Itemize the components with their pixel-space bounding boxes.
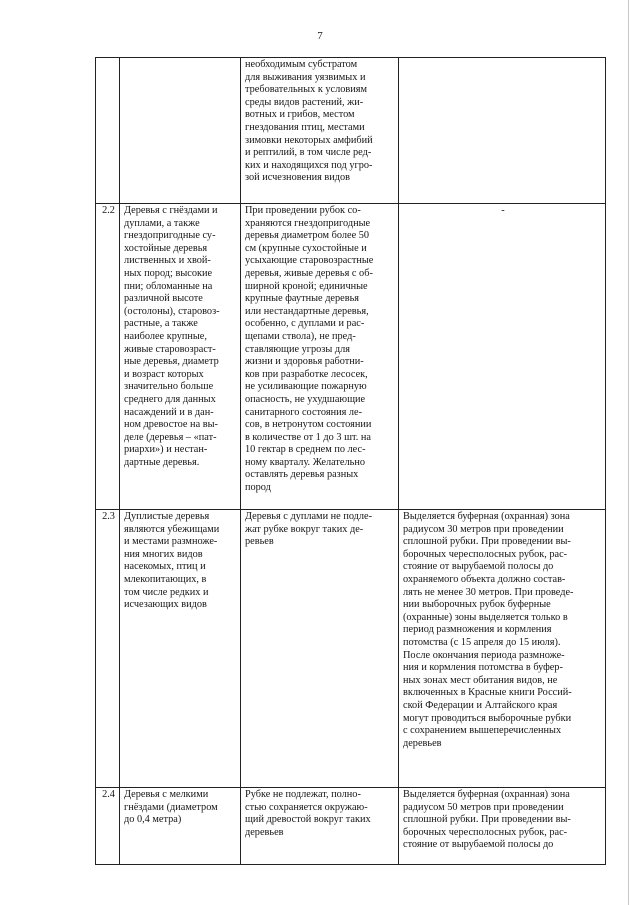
table-row bbox=[96, 788, 606, 865]
row-number bbox=[96, 58, 120, 204]
measure-text: Деревья с дуплами не подле- жат рубке вокруг таких де- ревьев bbox=[241, 510, 399, 788]
object-description: Дуплистые деревья являются убежищами и местами размноже- ния многих видов насекомых, птиц и млекопитающих, в том числе редких и исчезающих видов bbox=[120, 510, 241, 788]
object-description: Деревья с гнёздами и дуплами, а также гнездопригодные су- хостойные деревья лиственных и хвой- ных пород; высокие пни; обломанные на различной высоте (остолоны), старовоз- растные, а также наиболее крупные, живые старовозраст- ные деревья, диаметр и возраст которых значительно больше среднего для данных насаждений и в дан- ном древостое на вы- деле (деревья – «пат- риархи») и нестан- дартные деревья. bbox=[120, 204, 241, 510]
measure-text: необходимым субстратом для выживания уязвимых и требовательных к условиям среды видов растений, жи- вотных и грибов, местом гнездования птиц, местами зимовки некоторых амфибий и рептилий, в том числе ред- ких и находящихся под угро- зой исчезновения видов bbox=[241, 58, 399, 204]
measure-text: При проведении рубок со- храняются гнездопригодные деревья диаметром более 50 см (крупные сухостойные и усыхающие старовозрастные деревья, живые деревья с об- ширной кроной; единичные крупные фаутные деревья или нестандартные деревья, особенно, с дуплами и рас- щепами ствола), не пред- ставляющие угрозы для жизни и здоровья работни- ков при разработке лесосек, не усиливающие пожарную опасность, не ухудшающие санитарного состояния ле- сов, в нетронутом состоянии в количестве от 1 до 3 шт. на 10 гектар в среднем по лес- ному кварталу. Желательно оставлять деревья разных пород bbox=[241, 204, 399, 510]
row-number: 2.3 bbox=[96, 510, 120, 788]
object-description: Деревья с мелкими гнёздами (диаметром до 0,4 метра) bbox=[120, 788, 241, 865]
row-number: 2.4 bbox=[96, 788, 120, 865]
measure-text: Рубке не подлежат, полно- стью сохраняется окружаю- щий древостой вокруг таких деревьев bbox=[241, 788, 399, 865]
table-row bbox=[96, 510, 606, 788]
regulation-table bbox=[95, 57, 606, 865]
buffer-zone-text: Выделяется буферная (охранная) зона радиусом 50 метров при проведении сплошной рубки. При проведении вы- борочных чересполосных рубок, рас- стояние от вырубаемой полосы до bbox=[399, 788, 606, 865]
table-row bbox=[96, 204, 606, 510]
row-number: 2.2 bbox=[96, 204, 120, 510]
buffer-zone-text: Выделяется буферная (охранная) зона радиусом 30 метров при проведении сплошной рубки. При проведении вы- борочных чересполосных рубок, рас- стояние от вырубаемой полосы до охраняемого объекта должно состав- лять не менее 30 метров. При проведе- нии выборочных рубок буферные (охранные) зоны выделяется только в период размножения и кормления потомства (с 15 апреля до 15 июля). После окончания периода размноже- ния и кормления потомства в буфер- ных зонах мест обитания видов, не включенных в Красные книги Россий- ской Федерации и Алтайского края могут проводиться выборочные рубки с сохранением вышеперечисленных деревьев bbox=[399, 510, 606, 788]
buffer-zone-text bbox=[399, 58, 606, 204]
page-number: 7 bbox=[317, 30, 323, 42]
table-row bbox=[96, 58, 606, 204]
object-description bbox=[120, 58, 241, 204]
buffer-zone-text: - bbox=[399, 204, 606, 510]
scan-edge-line bbox=[628, 0, 629, 905]
